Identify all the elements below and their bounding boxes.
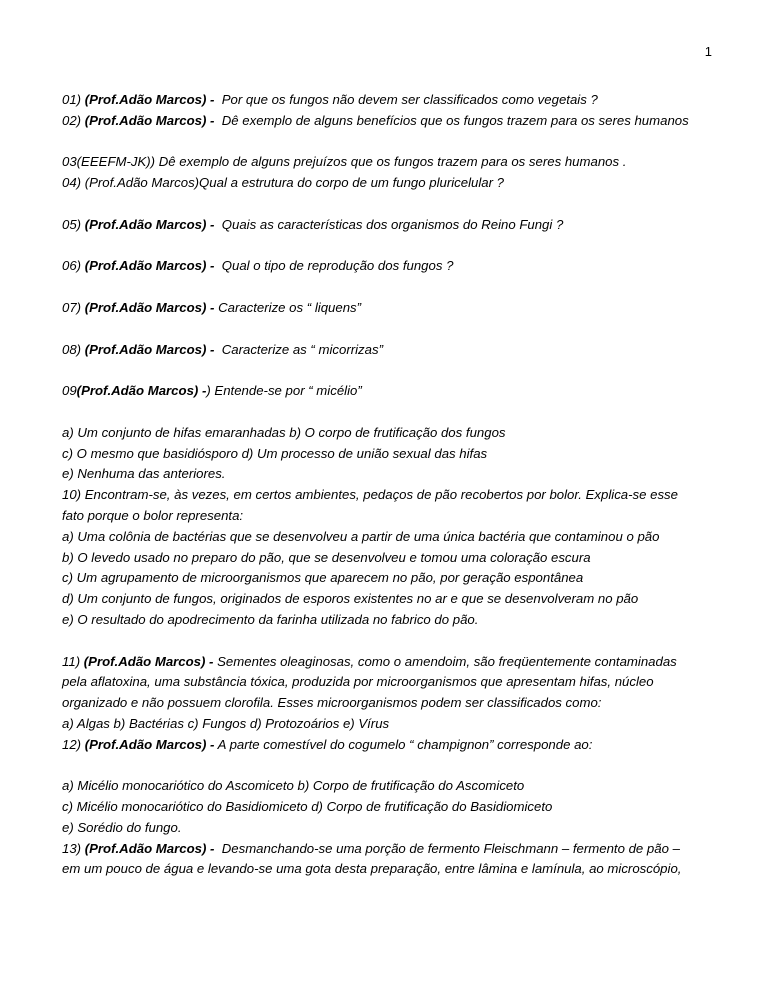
question-text: Quais as características dos organismos do Reino Fungi ? [221,216,564,232]
question-13-line: em um pouco de água e levando-se uma gota desta preparação, entre lâmina e lamínula, ao microscópio, [62,861,682,877]
question-text: ) Entende-se por “ micélio” [206,383,362,399]
question-author: (Prof.Adão Marcos) - [83,653,214,669]
question-text: Por que os fungos não devem ser classificados como vegetais ? [221,92,598,107]
question-10-line: 10) Encontram-se, às vezes, em certos ambientes, pedaços de pão recobertos por bolor. Explica-se esse [62,487,678,503]
question-04: 04) (Prof.Adão Marcos)Qual a estrutura do corpo de um fungo pluricelular ? [62,175,505,191]
question-number: 11) [62,653,81,669]
question-author: (Prof.Adão Marcos) - [84,92,215,107]
answer-option: c) O mesmo que basidiósporo d) Um processo de união sexual das hifas [62,445,488,461]
question-02 [62,111,722,132]
answer-option: e) Sorédio do fungo. [62,819,182,835]
answer-option: d) Um conjunto de fungos, originados de esporos existentes no ar e que se desenvolveram no pão [62,591,639,607]
question-08 [62,340,722,361]
question-10-line: fato porque o bolor representa: [62,507,244,523]
question-11-line: organizado e não possuem clorofila. Esses microorganismos podem ser classificados como: [62,695,602,711]
spacer [62,756,722,777]
question-author: (Prof.Adão Marcos) - [84,341,215,357]
spacer [62,277,722,298]
spacer [62,360,722,381]
question-text: Qual o tipo de reprodução dos fungos ? [221,258,454,274]
question-number: 06) [62,258,82,274]
question-number: 12) [62,736,82,752]
page-number: 1 [704,44,712,59]
question-13 [62,839,722,860]
question-11 [62,652,722,673]
answer-option: e) O resultado do apodrecimento da farinha utilizada no fabrico do pão. [62,611,479,627]
answer-option: c) Um agrupamento de microorganismos que aparecem no pão, por geração espontânea [62,570,584,586]
question-number: 09 [62,383,77,399]
question-author: (Prof.Adão Marcos) - [76,383,207,399]
question-text: Caracterize os “ liquens” [218,299,362,315]
question-author: (Prof.Adão Marcos) - [84,216,215,232]
question-number: 08) [62,341,82,357]
question-03: 03(EEEFM-JK)) Dê exemplo de alguns prejuízos que os fungos trazem para os seres humanos . [62,154,627,170]
spacer [62,631,722,652]
question-number: 05) [62,216,82,232]
spacer [62,402,722,423]
question-09 [62,381,722,402]
question-text: A parte comestível do cogumelo “ champignon” corresponde ao: [217,736,593,752]
question-number: 01) [62,92,82,107]
question-number: 02) [62,112,82,128]
answer-option: b) O levedo usado no preparo do pão, que se desenvolveu e tomou uma coloração escura [62,549,591,565]
question-author: (Prof.Adão Marcos) - [84,736,215,752]
answer-option: a) Algas b) Bactérias c) Fungos d) Protozoários e) Vírus [62,715,390,731]
question-text: Caracterize as “ micorrizas” [221,341,383,357]
answer-option: c) Micélio monocariótico do Basidiomiceto d) Corpo de frutificação do Basidiomiceto [62,799,553,815]
answer-option: a) Uma colônia de bactérias que se desenvolveu a partir de uma única bactéria que contaminou o pão [62,528,660,544]
question-11-line: pela aflatoxina, uma substância tóxica, produzida por microorganismos que apresentam hifas, núcleo [62,674,654,690]
question-list [62,90,722,880]
question-12 [62,735,722,756]
answer-option: a) Um conjunto de hifas emaranhadas b) O corpo de frutificação dos fungos [62,424,506,440]
answer-option: a) Micélio monocariótico do Ascomiceto b) Corpo de frutificação do Ascomiceto [62,778,525,794]
spacer [62,132,722,153]
question-text: Dê exemplo de alguns benefícios que os fungos trazem para os seres humanos [221,112,689,128]
question-author: (Prof.Adão Marcos) - [84,299,215,315]
spacer [62,236,722,257]
question-01 [62,90,722,111]
question-07 [62,298,722,319]
question-05 [62,215,722,236]
question-text: Sementes oleaginosas, como o amendoim, são freqüentemente contaminadas [217,653,677,669]
spacer [62,319,722,340]
question-author: (Prof.Adão Marcos) - [84,258,215,274]
question-text: Desmanchando-se uma porção de fermento Fleischmann – fermento de pão – [221,840,680,856]
question-06 [62,256,722,277]
question-author: (Prof.Adão Marcos) - [84,112,215,128]
question-author: (Prof.Adão Marcos) - [84,840,215,856]
answer-option: e) Nenhuma das anteriores. [62,466,226,482]
spacer [62,194,722,215]
question-number: 13) [62,840,82,856]
question-number: 07) [62,299,82,315]
